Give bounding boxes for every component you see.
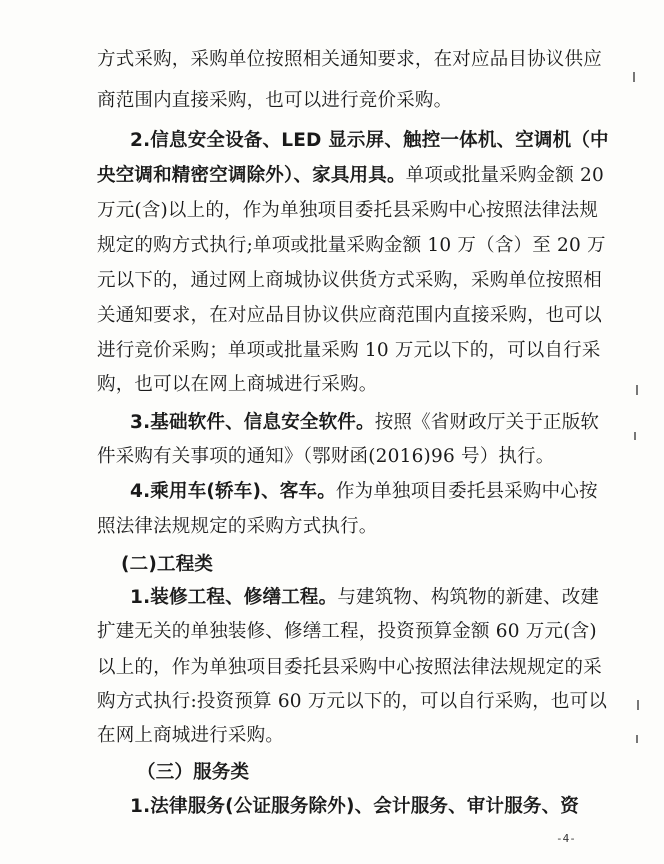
text-line	[130, 586, 600, 610]
text-line	[97, 234, 606, 258]
text-line	[130, 480, 598, 504]
bold-heading-text: (二)工程类	[121, 554, 214, 575]
body-text: 进行竞价采购；单项或批量采购 10 万元以下的，可以自行采	[97, 340, 601, 361]
text-line	[137, 761, 577, 785]
bold-heading-text: 央空调和精密空调除外）、家具用具。	[97, 165, 406, 186]
body-text: 方式采购，采购单位按照相关通知要求，在对应品目协议供应	[97, 49, 602, 70]
body-text: 购方式执行:投资预算 60 万元以下的，可以自行采购，也可以	[97, 691, 608, 712]
text-line	[130, 795, 580, 819]
text-line	[97, 656, 602, 680]
margin-mark	[636, 735, 638, 743]
margin-mark	[636, 385, 638, 395]
margin-mark	[633, 72, 635, 82]
text-line	[97, 724, 577, 748]
body-text: 单项或批量采购金额 20	[405, 165, 604, 186]
bold-heading-text: 1.法律服务(公证服务除外)、会计服务、审计服务、资	[130, 796, 580, 817]
margin-mark	[634, 432, 636, 440]
body-text: 与建筑物、构筑物的新建、改建	[337, 587, 600, 608]
text-line	[97, 89, 577, 113]
text-line	[97, 269, 602, 293]
text-line	[97, 48, 602, 72]
text-line	[97, 304, 602, 328]
body-text: 万元(含)以上的，作为单独项目委托县采购中心按照法律法规	[97, 200, 599, 221]
bold-heading-text: 2.信息安全设备、LED 显示屏、触控一体机、空调机（中	[130, 130, 609, 151]
text-line	[121, 553, 577, 577]
body-text: 扩建无关的单独装修、修缮工程，投资预算金额 60 万元(含)	[97, 621, 597, 642]
text-line	[130, 411, 600, 435]
text-line	[97, 373, 577, 397]
body-text: 以上的，作为单独项目委托县采购中心按照法律法规规定的采	[97, 657, 602, 678]
margin-mark	[637, 700, 639, 710]
text-line	[97, 199, 599, 223]
bold-heading-text: 3.基础软件、信息安全软件。	[130, 412, 375, 433]
bold-heading-text: 1.装修工程、修缮工程。	[130, 587, 338, 608]
text-line	[97, 620, 597, 644]
text-line	[97, 515, 577, 539]
bold-heading-text: （三）服务类	[137, 762, 250, 783]
body-text: 按照《省财政厅关于正版软	[374, 412, 600, 433]
bold-heading-text: 4.乘用车(轿车)、客车。	[130, 481, 336, 502]
body-text: 关通知要求，在对应品目协议供应商范围内直接采购，也可以	[97, 305, 602, 326]
text-line	[130, 129, 609, 153]
text-line	[97, 164, 604, 188]
text-line	[97, 339, 601, 363]
body-text: 作为单独项目委托县采购中心按	[335, 481, 598, 502]
body-text: 在网上商城进行采购。	[97, 725, 285, 746]
text-line	[97, 690, 608, 714]
body-text: 购，也可以在网上商城进行采购。	[97, 374, 378, 395]
body-text: 商范围内直接采购，也可以进行竞价采购。	[97, 90, 453, 111]
body-text: 照法律法规规定的采购方式执行。	[97, 516, 378, 537]
body-text: 元以下的，通过网上商城协议供货方式采购，采购单位按照相	[97, 270, 602, 291]
body-text: 规定的购方式执行;单项或批量采购金额 10 万（含）至 20 万	[97, 235, 606, 256]
page-number: -4-	[556, 832, 576, 845]
text-line	[97, 445, 577, 469]
body-text: 件采购有关事项的通知》（鄂财函(2016)96 号）执行。	[97, 446, 555, 467]
